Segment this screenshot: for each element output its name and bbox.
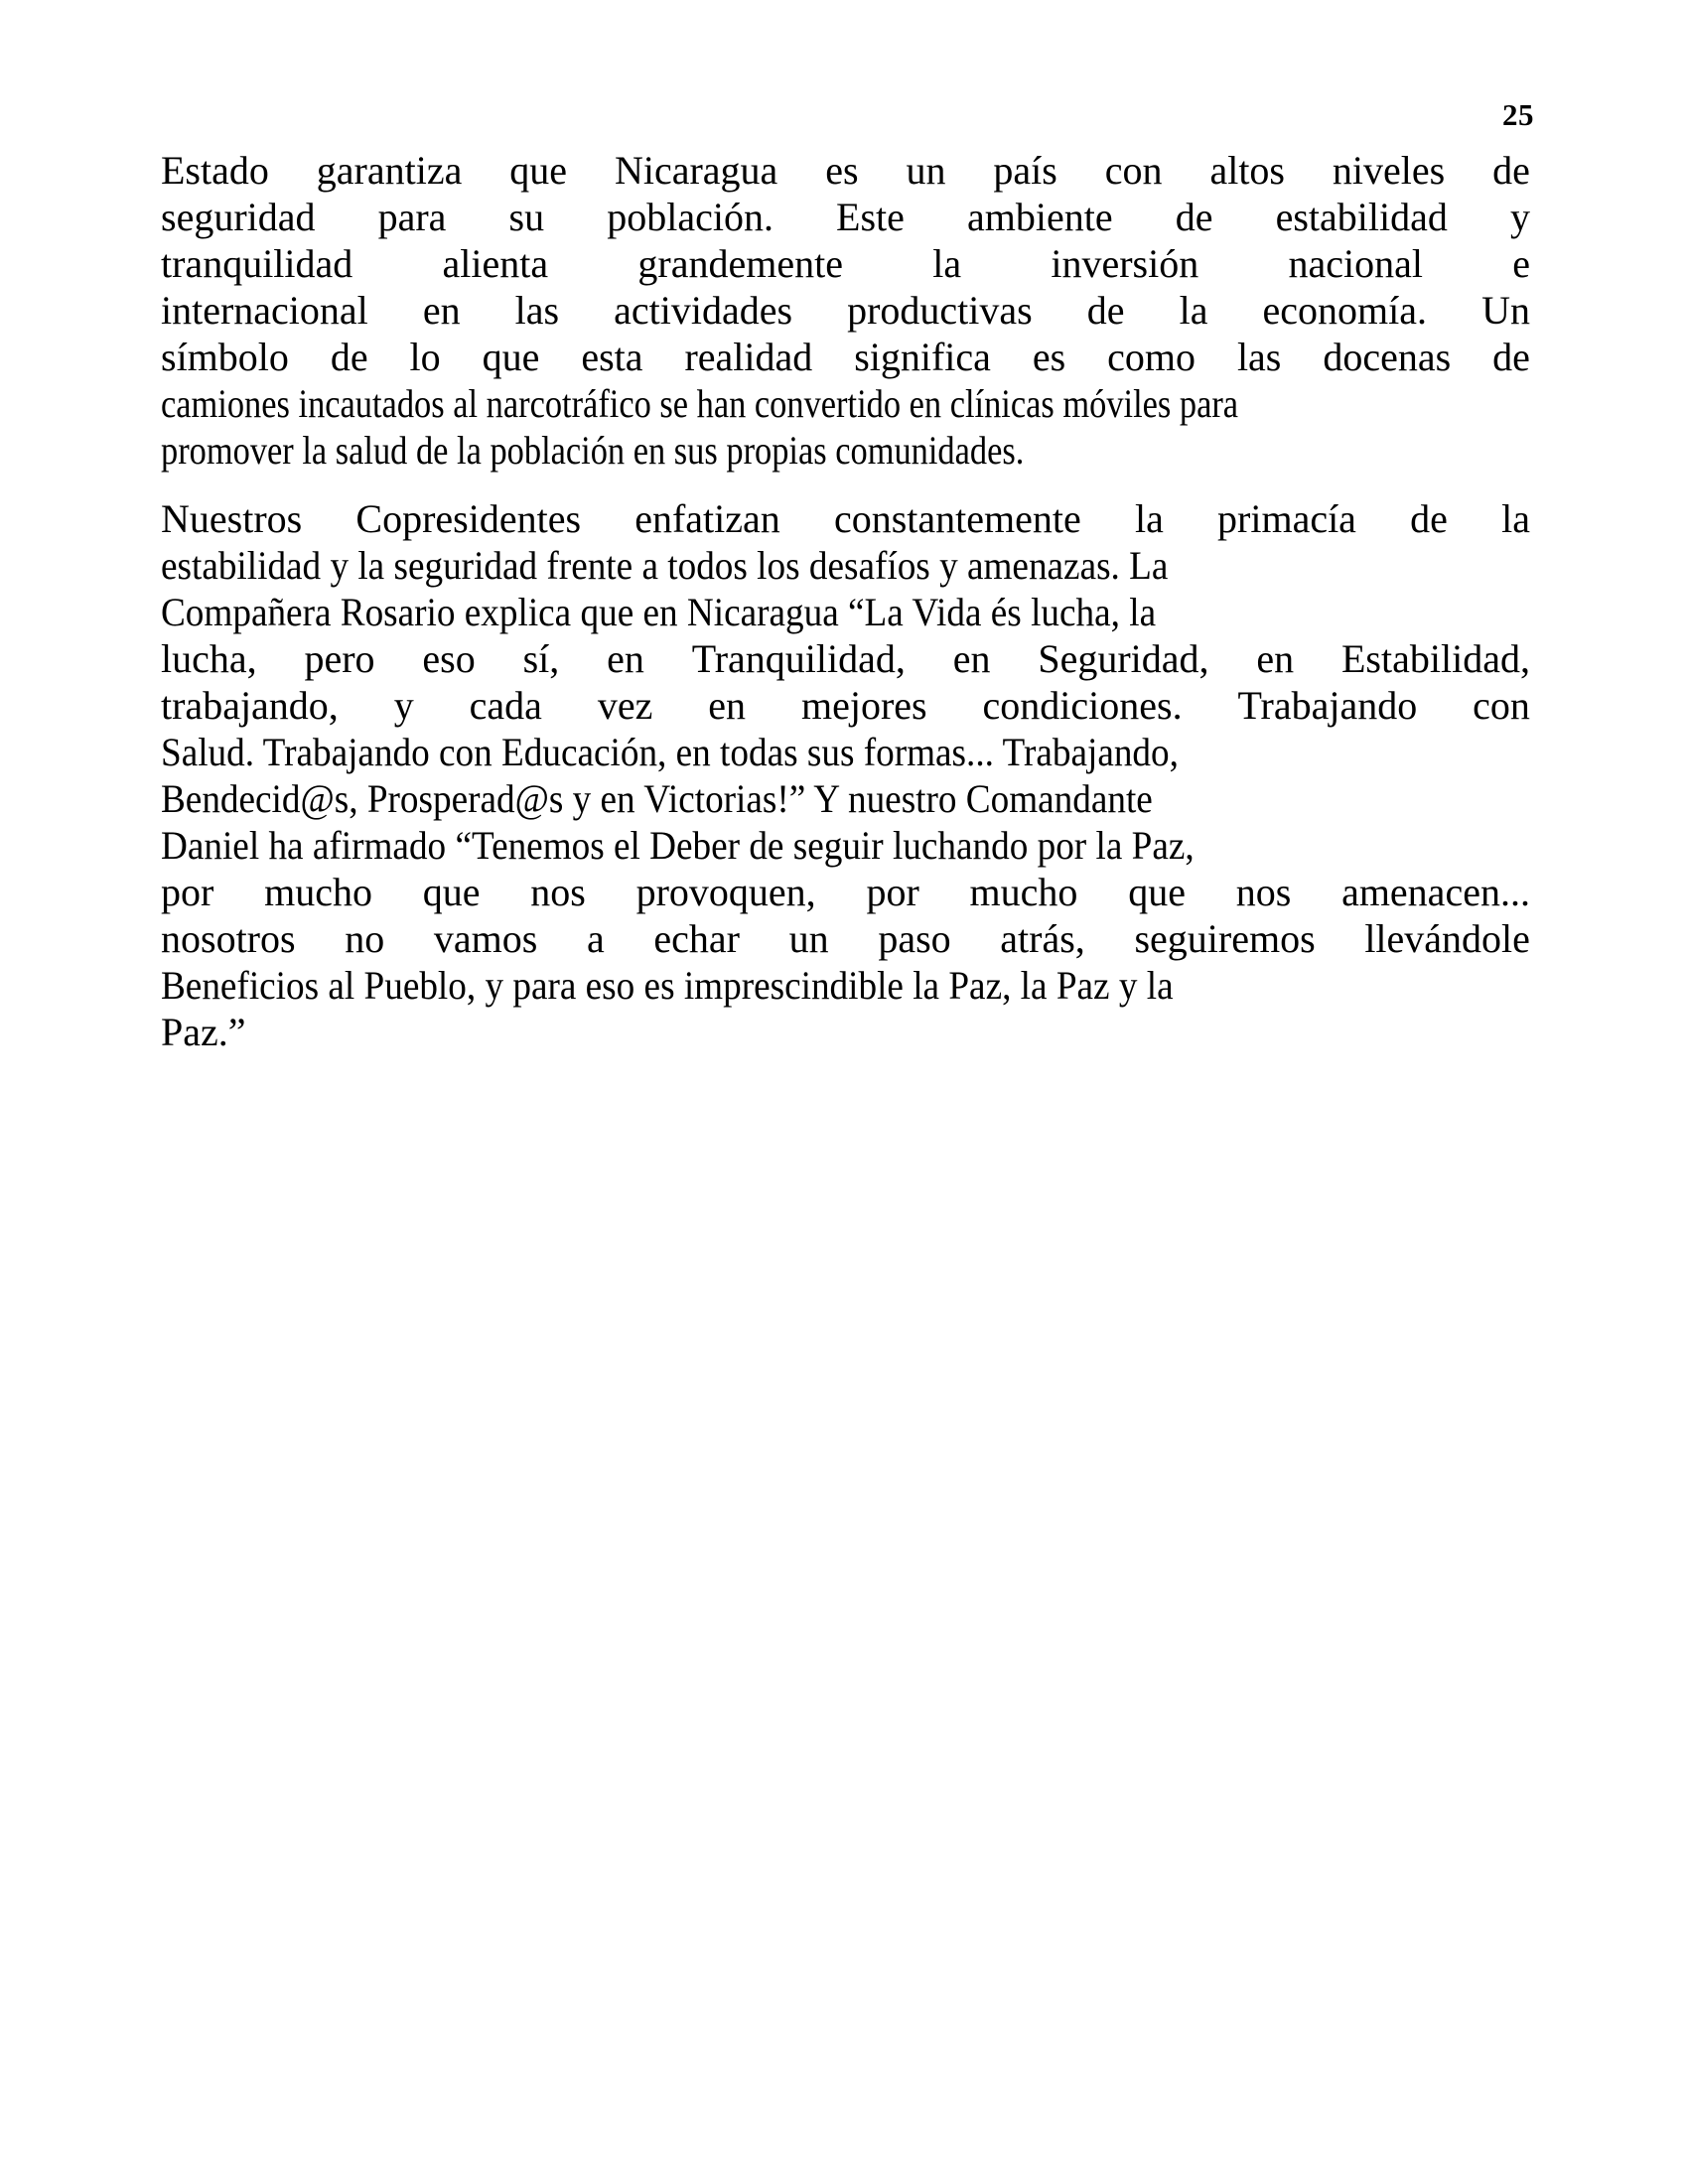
word: que <box>482 335 540 379</box>
word: inversión <box>1051 241 1199 286</box>
text-line: promover la salud de la población en sus propias comunidades. <box>161 428 1025 473</box>
word: la <box>1179 288 1208 333</box>
word: de <box>1410 496 1448 541</box>
text-line <box>161 287 1530 334</box>
word: nacional <box>1288 241 1423 286</box>
word: lo <box>409 335 441 379</box>
word: provoquen, <box>635 870 816 914</box>
word: nos <box>1235 870 1292 914</box>
word: de <box>1175 195 1213 239</box>
word: seguridad <box>161 195 316 239</box>
word: cada <box>469 683 542 728</box>
word: la <box>932 241 962 286</box>
word: docenas <box>1323 335 1452 379</box>
text-line <box>161 682 1530 729</box>
word: que <box>422 870 481 914</box>
word: constantemente <box>833 496 1081 541</box>
word: en <box>952 636 991 681</box>
word: población. <box>607 195 774 239</box>
word: niveles <box>1332 148 1446 193</box>
word: para <box>377 195 447 239</box>
word: lucha, <box>161 636 257 681</box>
word: de <box>1086 288 1125 333</box>
word: mucho <box>969 870 1078 914</box>
text-line: camiones incautados al narcotráfico se han convertido en clínicas móviles para <box>161 381 1239 426</box>
body-text <box>161 147 1530 1055</box>
text-line: Bendecid@s, Prosperad@s y en Victorias!” Y nuestro Comandante <box>161 776 1153 821</box>
word: su <box>508 195 545 239</box>
word: Seguridad, <box>1038 636 1209 681</box>
word: no <box>345 916 385 961</box>
word: en <box>1256 636 1295 681</box>
text-line <box>161 869 1530 915</box>
word: que <box>1128 870 1186 914</box>
word: y <box>393 683 414 728</box>
word: garantiza <box>316 148 463 193</box>
word: Estado <box>161 148 269 193</box>
word: mejores <box>800 683 927 728</box>
text-line: Daniel ha afirmado “Tenemos el Deber de seguir luchando por la Paz, <box>161 823 1195 868</box>
text-line <box>161 240 1530 287</box>
word: la <box>1501 496 1530 541</box>
text-line <box>161 194 1530 240</box>
word: e <box>1512 241 1530 286</box>
word: con <box>1473 683 1530 728</box>
word: llevándole <box>1364 916 1530 961</box>
word: productivas <box>847 288 1033 333</box>
word: seguiremos <box>1134 916 1316 961</box>
word: internacional <box>161 288 368 333</box>
text-line: Compañera Rosario explica que en Nicaragua “La Vida és lucha, la <box>161 590 1157 634</box>
word: un <box>788 916 829 961</box>
text-line <box>161 635 1530 682</box>
word: símbolo <box>161 335 289 379</box>
text-line <box>161 147 1530 194</box>
word: las <box>1236 335 1282 379</box>
word: atrás, <box>1000 916 1085 961</box>
text-line: Paz.” <box>161 1010 246 1054</box>
word: primacía <box>1217 496 1356 541</box>
word: las <box>514 288 560 333</box>
text-line: estabilidad y la seguridad frente a todos los desafíos y amenazas. La <box>161 543 1169 588</box>
word: estabilidad <box>1275 195 1448 239</box>
word: pero <box>304 636 375 681</box>
page-number: 25 <box>1502 97 1534 132</box>
word: vamos <box>433 916 538 961</box>
word: Nuestros <box>161 496 303 541</box>
word: alienta <box>442 241 549 286</box>
word: actividades <box>614 288 793 333</box>
word: condiciones. <box>982 683 1183 728</box>
word: de <box>1492 148 1530 193</box>
word: en <box>708 683 747 728</box>
paragraph-1 <box>161 147 1530 474</box>
word: por <box>866 870 919 914</box>
word: Tranquilidad, <box>691 636 906 681</box>
word: Copresidentes <box>355 496 582 541</box>
word: ambiente <box>967 195 1113 239</box>
word: grandemente <box>637 241 843 286</box>
word: en <box>607 636 644 681</box>
word: como <box>1107 335 1196 379</box>
word: de <box>1492 335 1530 379</box>
word: es <box>1032 335 1066 379</box>
word: Trabajando <box>1237 683 1418 728</box>
word: sí, <box>522 636 560 681</box>
text-line <box>161 495 1530 542</box>
word: que <box>509 148 568 193</box>
paragraph-2 <box>161 495 1530 1055</box>
text-line <box>161 334 1530 380</box>
word: Un <box>1481 288 1530 333</box>
word: a <box>586 916 605 961</box>
word: echar <box>653 916 740 961</box>
word: es <box>825 148 859 193</box>
word: enfatizan <box>634 496 780 541</box>
word: altos <box>1209 148 1285 193</box>
word: Nicaragua <box>614 148 778 193</box>
word: Estabilidad, <box>1341 636 1530 681</box>
text-line: Salud. Trabajando con Educación, en todas sus formas... Trabajando, <box>161 730 1179 774</box>
word: Este <box>836 195 905 239</box>
word: esta <box>581 335 643 379</box>
word: significa <box>854 335 991 379</box>
word: economía. <box>1262 288 1428 333</box>
word: vez <box>597 683 653 728</box>
word: la <box>1134 496 1164 541</box>
word: de <box>330 335 368 379</box>
word: nosotros <box>161 916 296 961</box>
word: país <box>993 148 1057 193</box>
word: realidad <box>684 335 813 379</box>
word: y <box>1509 195 1530 239</box>
word: paso <box>878 916 951 961</box>
word: amenacen... <box>1341 870 1530 914</box>
text-line <box>161 915 1530 962</box>
word: tranquilidad <box>161 241 353 286</box>
word: eso <box>422 636 476 681</box>
word: trabajando, <box>161 683 339 728</box>
word: un <box>906 148 946 193</box>
word: con <box>1104 148 1163 193</box>
word: mucho <box>264 870 372 914</box>
word: en <box>422 288 461 333</box>
word: por <box>161 870 214 914</box>
word: nos <box>530 870 586 914</box>
text-line: Beneficios al Pueblo, y para eso es imprescindible la Paz, la Paz y la <box>161 963 1174 1008</box>
